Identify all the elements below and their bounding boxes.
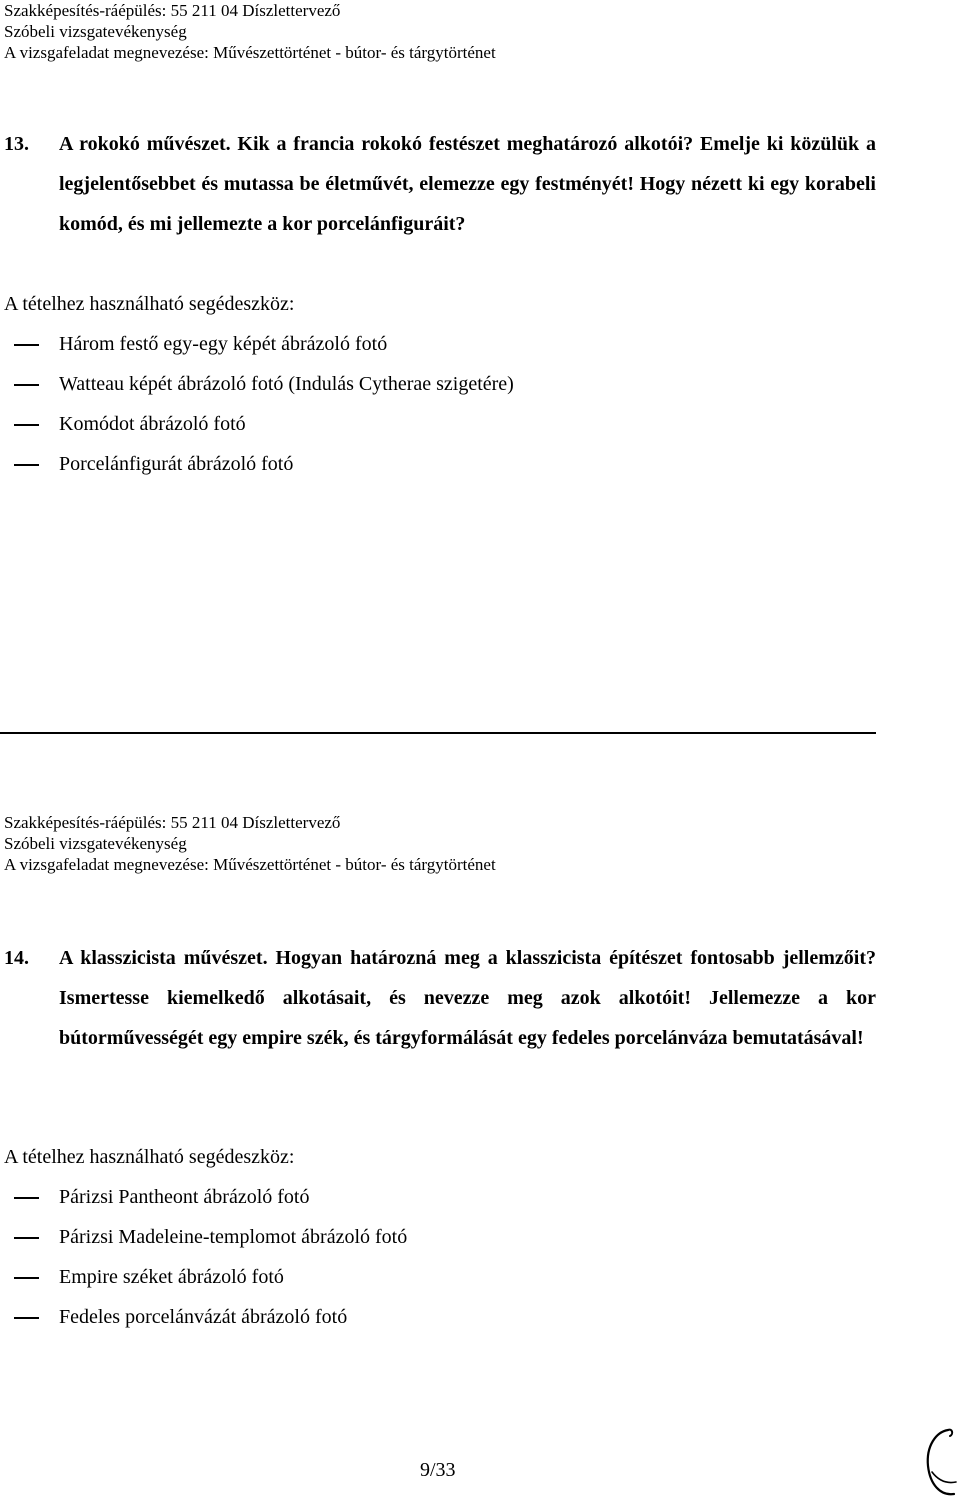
dash-icon — [14, 1197, 39, 1199]
section-divider — [0, 732, 876, 734]
signature-mark-icon — [918, 1422, 960, 1502]
aids-title: A tételhez használható segédeszköz: — [4, 293, 295, 315]
header-qualification: Szakképesítés-ráépülés: 55 211 04 Díszlettervező — [4, 1, 341, 20]
question-text: A klasszicista művészet. Hogyan határozná meg a klasszicista építészet fontosabb jellemzőit? Ismertesse kiemelkedő alkotásait, és nevezze meg azok alkotóit! Jellemezze a kor bútorművességét egy empire szék, és tárgyformálását egy fedeles porcelánváza bemutatásával! — [59, 947, 876, 1049]
header-task-name: A vizsgafeladat megnevezése: Művészettörténet - bútor- és tárgytörténet — [4, 855, 496, 874]
question-text: A rokokó művészet. Kik a francia rokokó festészet meghatározó alkotói? Emelje ki közülük a legjelentősebbet és mutassa be életművét, elemezze egy festményét! Hogy nézett ki egy korabeli komód, és mi jellemezte a kor porcelánfiguráit? — [59, 133, 876, 235]
header-activity: Szóbeli vizsgatevékenység — [4, 834, 187, 853]
question-number: 13. — [4, 133, 29, 155]
dash-icon — [14, 1237, 39, 1239]
dash-icon — [14, 424, 39, 426]
header-qualification: Szakképesítés-ráépülés: 55 211 04 Díszlettervező — [4, 813, 341, 832]
dash-icon — [14, 464, 39, 466]
header-task-name: A vizsgafeladat megnevezése: Művészettörténet - bútor- és tárgytörténet — [4, 43, 496, 62]
page-header-middle — [4, 812, 496, 875]
page-header-top — [4, 0, 496, 63]
question-number: 14. — [4, 947, 29, 969]
dash-icon — [14, 384, 39, 386]
dash-icon — [14, 1317, 39, 1319]
page-number: 9/33 — [420, 1459, 456, 1481]
dash-icon — [14, 1277, 39, 1279]
dash-icon — [14, 344, 39, 346]
header-activity: Szóbeli vizsgatevékenység — [4, 22, 187, 41]
question-14 — [4, 938, 876, 1058]
aids-title: A tételhez használható segédeszköz: — [4, 1146, 295, 1168]
question-13 — [4, 124, 876, 244]
